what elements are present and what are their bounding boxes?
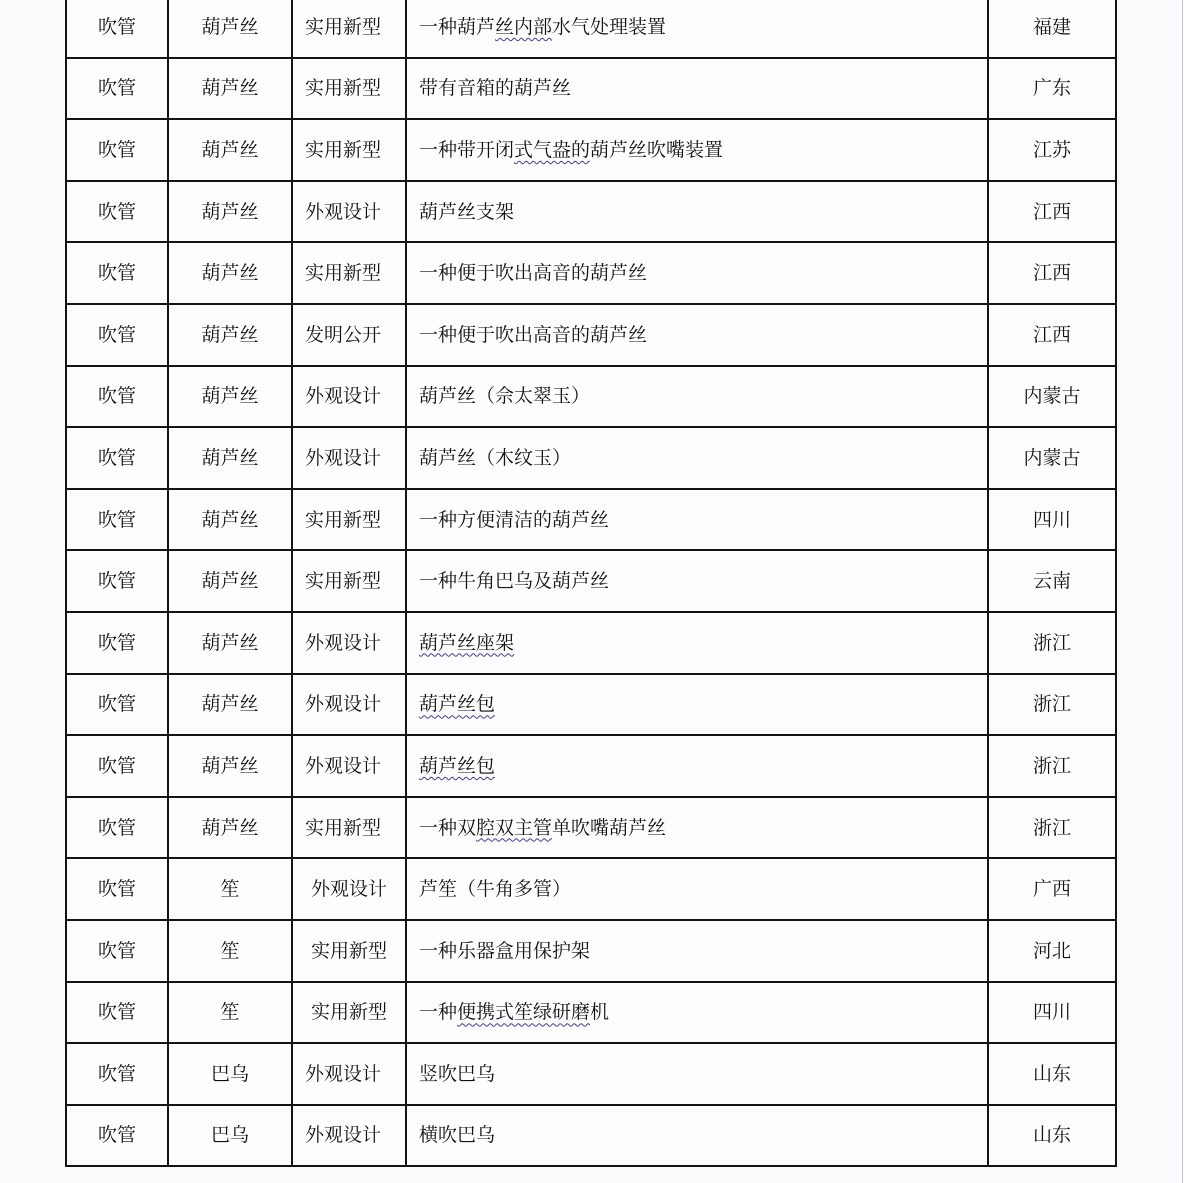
- instrument-cell[interactable]: [168, 304, 292, 366]
- province-cell[interactable]: [988, 612, 1116, 674]
- patent-name-prefix: 一种方便清洁的葫芦丝: [419, 508, 610, 531]
- instrument-text: 葫芦丝: [201, 508, 259, 531]
- province-cell[interactable]: [988, 181, 1116, 243]
- category-text: 吹管: [97, 262, 136, 285]
- patent-type-cell[interactable]: [292, 366, 406, 428]
- patent-type-cell[interactable]: [292, 550, 406, 612]
- instrument-text: 葫芦丝: [201, 15, 259, 38]
- patent-type-cell[interactable]: [292, 119, 406, 181]
- patent-type-cell[interactable]: [292, 0, 406, 58]
- instrument-cell[interactable]: [168, 181, 292, 243]
- table-row: [66, 550, 1116, 612]
- patent-type-text: 外观设计: [305, 1124, 382, 1147]
- patent-table-container: [65, 0, 1115, 1167]
- table-row: [66, 858, 1116, 920]
- patent-name-prefix: 一种牛角巴乌及葫芦丝: [419, 570, 610, 593]
- province-cell[interactable]: [988, 119, 1116, 181]
- patent-name-cell[interactable]: [406, 304, 988, 366]
- province-text: 浙江: [1032, 816, 1071, 839]
- category-text: 吹管: [97, 385, 136, 408]
- instrument-text: 葫芦丝: [201, 816, 259, 839]
- category-cell[interactable]: [66, 366, 168, 428]
- patent-type-cell[interactable]: [292, 489, 406, 551]
- instrument-cell[interactable]: [168, 242, 292, 304]
- patent-name-prefix: 芦笙（牛角多管）: [419, 878, 572, 901]
- patent-type-text: 实用新型: [305, 15, 382, 38]
- table-row: [66, 674, 1116, 736]
- patent-type-cell[interactable]: [292, 858, 406, 920]
- patent-name-text: [419, 570, 609, 592]
- province-text: 浙江: [1032, 693, 1071, 716]
- category-text: 吹管: [97, 1124, 136, 1147]
- province-text: 四川: [1032, 508, 1071, 531]
- page-edge-divider: [1182, 0, 1183, 1183]
- patent-name-cell[interactable]: [406, 982, 988, 1044]
- patent-name-text: [419, 139, 723, 161]
- patent-name-cell[interactable]: [406, 550, 988, 612]
- patent-name-cell[interactable]: [406, 427, 988, 489]
- patent-name-suffix: 机: [590, 1001, 610, 1024]
- patent-name-text: [419, 77, 571, 99]
- province-text: 浙江: [1032, 754, 1071, 777]
- patent-type-cell[interactable]: [292, 58, 406, 120]
- category-cell[interactable]: [66, 797, 168, 859]
- patent-name-cell[interactable]: [406, 920, 988, 982]
- province-cell[interactable]: [988, 242, 1116, 304]
- province-cell[interactable]: [988, 1043, 1116, 1105]
- patent-name-text: [419, 693, 495, 715]
- patent-type-text: 实用新型: [305, 816, 382, 839]
- patent-type-cell[interactable]: [292, 304, 406, 366]
- spellcheck-flagged-text[interactable]: 丝内部: [495, 15, 553, 38]
- patent-name-text: [419, 201, 514, 223]
- patent-name-cell[interactable]: [406, 366, 988, 428]
- patent-name-suffix: 单吹嘴葫芦丝: [552, 816, 667, 839]
- patent-type-cell[interactable]: [292, 982, 406, 1044]
- instrument-cell[interactable]: [168, 489, 292, 551]
- patent-type-text: 外观设计: [305, 693, 382, 716]
- patent-name-text: [419, 632, 514, 654]
- patent-name-prefix: 横吹巴乌: [419, 1124, 496, 1147]
- patent-table: [65, 0, 1117, 1167]
- patent-type-cell[interactable]: [292, 612, 406, 674]
- province-cell[interactable]: [988, 735, 1116, 797]
- instrument-text: 葫芦丝: [201, 323, 259, 346]
- patent-name-cell[interactable]: [406, 612, 988, 674]
- patent-name-text: [419, 1124, 495, 1146]
- table-row: [66, 58, 1116, 120]
- patent-name-text: [419, 16, 666, 38]
- table-row: [66, 489, 1116, 551]
- table-row: [66, 304, 1116, 366]
- instrument-cell[interactable]: [168, 550, 292, 612]
- instrument-text: 葫芦丝: [201, 754, 259, 777]
- patent-name-prefix: 一种便于吹出高音的葫芦丝: [419, 262, 648, 285]
- patent-type-cell[interactable]: [292, 920, 406, 982]
- spellcheck-flagged-text[interactable]: 腔双主管: [476, 816, 553, 839]
- patent-name-text: [419, 509, 609, 531]
- category-cell[interactable]: [66, 1043, 168, 1105]
- instrument-text: 笙: [220, 939, 240, 962]
- patent-type-text: 外观设计: [305, 631, 382, 654]
- instrument-cell[interactable]: [168, 612, 292, 674]
- instrument-text: 笙: [220, 1001, 240, 1024]
- category-text: 吹管: [97, 138, 136, 161]
- instrument-text: 葫芦丝: [201, 446, 259, 469]
- category-text: 吹管: [97, 508, 136, 531]
- patent-name-suffix: 水气处理装置: [552, 15, 667, 38]
- patent-type-cell[interactable]: [292, 427, 406, 489]
- spellcheck-flagged-text[interactable]: 便携式笙绿研磨: [457, 1001, 591, 1024]
- patent-name-prefix: 带有音箱的葫芦丝: [419, 77, 572, 100]
- instrument-text: 葫芦丝: [201, 200, 259, 223]
- patent-type-text: 外观设计: [305, 446, 382, 469]
- category-cell[interactable]: [66, 489, 168, 551]
- table-row: [66, 612, 1116, 674]
- province-cell[interactable]: [988, 489, 1116, 551]
- patent-type-cell[interactable]: [292, 735, 406, 797]
- patent-type-text: 发明公开: [305, 323, 382, 346]
- province-cell[interactable]: [988, 858, 1116, 920]
- patent-name-cell[interactable]: [406, 0, 988, 58]
- table-row: [66, 1043, 1116, 1105]
- patent-name-prefix: 一种葫芦: [419, 15, 496, 38]
- category-text: 吹管: [97, 446, 136, 469]
- province-text: 河北: [1032, 939, 1071, 962]
- province-text: 广西: [1032, 878, 1071, 901]
- patent-type-cell[interactable]: [292, 1105, 406, 1167]
- instrument-text: 葫芦丝: [201, 77, 259, 100]
- patent-type-text: 外观设计: [311, 878, 388, 901]
- patent-type-text: 实用新型: [305, 77, 382, 100]
- category-cell[interactable]: [66, 858, 168, 920]
- province-cell[interactable]: [988, 982, 1116, 1044]
- patent-type-text: 外观设计: [305, 385, 382, 408]
- patent-name-prefix: 一种: [419, 1001, 458, 1024]
- province-text: 江苏: [1032, 138, 1071, 161]
- instrument-cell[interactable]: [168, 674, 292, 736]
- patent-name-text: [419, 1001, 609, 1023]
- province-text: 云南: [1032, 570, 1071, 593]
- province-cell[interactable]: [988, 0, 1116, 58]
- patent-type-text: 外观设计: [305, 200, 382, 223]
- instrument-cell[interactable]: [168, 58, 292, 120]
- patent-name-cell[interactable]: [406, 119, 988, 181]
- instrument-cell[interactable]: [168, 920, 292, 982]
- category-cell[interactable]: [66, 674, 168, 736]
- instrument-cell[interactable]: [168, 858, 292, 920]
- patent-type-text: 实用新型: [305, 570, 382, 593]
- patent-name-cell[interactable]: [406, 58, 988, 120]
- instrument-cell[interactable]: [168, 427, 292, 489]
- province-cell[interactable]: [988, 674, 1116, 736]
- instrument-text: 葫芦丝: [201, 138, 259, 161]
- table-row: [66, 242, 1116, 304]
- patent-name-cell[interactable]: [406, 489, 988, 551]
- patent-name-prefix: 葫芦丝（佘太翠玉）: [419, 385, 591, 408]
- category-text: 吹管: [97, 1001, 136, 1024]
- province-text: 江西: [1032, 200, 1071, 223]
- instrument-text: 葫芦丝: [201, 693, 259, 716]
- instrument-text: 巴乌: [210, 1124, 249, 1147]
- patent-type-text: 实用新型: [305, 508, 382, 531]
- province-cell[interactable]: [988, 427, 1116, 489]
- category-text: 吹管: [97, 77, 136, 100]
- patent-type-text: 实用新型: [311, 939, 388, 962]
- patent-name-cell[interactable]: [406, 858, 988, 920]
- patent-type-text: 实用新型: [311, 1001, 388, 1024]
- instrument-cell[interactable]: [168, 797, 292, 859]
- patent-name-prefix: 一种带开闭: [419, 138, 515, 161]
- province-text: 江西: [1032, 262, 1071, 285]
- patent-name-text: [419, 817, 666, 839]
- category-cell[interactable]: [66, 735, 168, 797]
- table-row: [66, 982, 1116, 1044]
- patent-name-suffix: 葫芦丝吹嘴装置: [590, 138, 724, 161]
- table-row: [66, 181, 1116, 243]
- table-row: [66, 119, 1116, 181]
- patent-type-text: 实用新型: [305, 262, 382, 285]
- table-row: [66, 797, 1116, 859]
- instrument-cell[interactable]: [168, 982, 292, 1044]
- province-cell[interactable]: [988, 304, 1116, 366]
- province-text: 内蒙古: [1023, 446, 1081, 469]
- instrument-cell[interactable]: [168, 735, 292, 797]
- patent-name-text: [419, 324, 647, 346]
- category-cell[interactable]: [66, 181, 168, 243]
- patent-name-text: [419, 447, 571, 469]
- patent-name-prefix: 葫芦丝支架: [419, 200, 515, 223]
- category-cell[interactable]: [66, 58, 168, 120]
- patent-type-text: 实用新型: [305, 138, 382, 161]
- patent-name-cell[interactable]: [406, 735, 988, 797]
- instrument-cell[interactable]: [168, 0, 292, 58]
- category-cell[interactable]: [66, 612, 168, 674]
- category-cell[interactable]: [66, 304, 168, 366]
- province-text: 江西: [1032, 323, 1071, 346]
- patent-type-text: 外观设计: [305, 1062, 382, 1085]
- province-cell[interactable]: [988, 797, 1116, 859]
- category-text: 吹管: [97, 754, 136, 777]
- instrument-cell[interactable]: [168, 1043, 292, 1105]
- patent-name-cell[interactable]: [406, 797, 988, 859]
- spellcheck-flagged-text[interactable]: 式气盎的: [514, 138, 591, 161]
- table-row: [66, 366, 1116, 428]
- patent-name-text: [419, 262, 647, 284]
- province-text: 山东: [1032, 1124, 1071, 1147]
- patent-name-text: [419, 755, 495, 777]
- spellcheck-flagged-text[interactable]: 葫芦丝座架: [419, 631, 515, 654]
- patent-name-cell[interactable]: [406, 181, 988, 243]
- province-text: 广东: [1032, 77, 1071, 100]
- patent-name-prefix: 一种乐器盒用保护架: [419, 939, 591, 962]
- patent-name-cell[interactable]: [406, 242, 988, 304]
- instrument-text: 葫芦丝: [201, 262, 259, 285]
- instrument-cell[interactable]: [168, 119, 292, 181]
- category-text: 吹管: [97, 878, 136, 901]
- category-cell[interactable]: [66, 427, 168, 489]
- table-row: [66, 0, 1116, 58]
- province-text: 福建: [1032, 15, 1071, 38]
- patent-name-text: [419, 385, 590, 407]
- patent-name-cell[interactable]: [406, 1105, 988, 1167]
- province-text: 四川: [1032, 1001, 1071, 1024]
- patent-name-cell[interactable]: [406, 674, 988, 736]
- patent-type-cell[interactable]: [292, 1043, 406, 1105]
- patent-table-body: [66, 0, 1116, 1166]
- province-cell[interactable]: [988, 58, 1116, 120]
- instrument-text: 巴乌: [210, 1062, 249, 1085]
- category-text: 吹管: [97, 200, 136, 223]
- province-text: 浙江: [1032, 631, 1071, 654]
- patent-name-cell[interactable]: [406, 1043, 988, 1105]
- province-text: 山东: [1032, 1062, 1071, 1085]
- table-row: [66, 920, 1116, 982]
- category-text: 吹管: [97, 939, 136, 962]
- province-text: 内蒙古: [1023, 385, 1081, 408]
- patent-type-cell[interactable]: [292, 181, 406, 243]
- patent-name-text: [419, 1063, 495, 1085]
- category-cell[interactable]: [66, 119, 168, 181]
- category-text: 吹管: [97, 323, 136, 346]
- category-cell[interactable]: [66, 242, 168, 304]
- patent-name-prefix: 葫芦丝（木纹玉）: [419, 446, 572, 469]
- table-row: [66, 735, 1116, 797]
- patent-name-text: [419, 878, 571, 900]
- category-text: 吹管: [97, 1062, 136, 1085]
- instrument-text: 葫芦丝: [201, 385, 259, 408]
- instrument-cell[interactable]: [168, 1105, 292, 1167]
- province-cell[interactable]: [988, 550, 1116, 612]
- category-cell[interactable]: [66, 0, 168, 58]
- province-cell[interactable]: [988, 920, 1116, 982]
- instrument-text: 葫芦丝: [201, 570, 259, 593]
- category-text: 吹管: [97, 816, 136, 839]
- category-text: 吹管: [97, 15, 136, 38]
- spellcheck-flagged-text[interactable]: 葫芦丝包: [419, 754, 496, 777]
- category-cell[interactable]: [66, 920, 168, 982]
- instrument-text: 笙: [220, 878, 240, 901]
- category-cell[interactable]: [66, 982, 168, 1044]
- category-cell[interactable]: [66, 550, 168, 612]
- category-text: 吹管: [97, 631, 136, 654]
- instrument-cell[interactable]: [168, 366, 292, 428]
- patent-name-prefix: 一种便于吹出高音的葫芦丝: [419, 323, 648, 346]
- patent-name-text: [419, 940, 590, 962]
- category-text: 吹管: [97, 570, 136, 593]
- province-cell[interactable]: [988, 366, 1116, 428]
- patent-name-prefix: 一种双: [419, 816, 477, 839]
- patent-type-cell[interactable]: [292, 797, 406, 859]
- province-cell[interactable]: [988, 1105, 1116, 1167]
- category-cell[interactable]: [66, 1105, 168, 1167]
- patent-type-text: 外观设计: [305, 754, 382, 777]
- patent-type-cell[interactable]: [292, 242, 406, 304]
- category-text: 吹管: [97, 693, 136, 716]
- table-row: [66, 427, 1116, 489]
- patent-type-cell[interactable]: [292, 674, 406, 736]
- spellcheck-flagged-text[interactable]: 葫芦丝包: [419, 693, 496, 716]
- table-row: [66, 1105, 1116, 1167]
- instrument-text: 葫芦丝: [201, 631, 259, 654]
- patent-name-prefix: 竖吹巴乌: [419, 1062, 496, 1085]
